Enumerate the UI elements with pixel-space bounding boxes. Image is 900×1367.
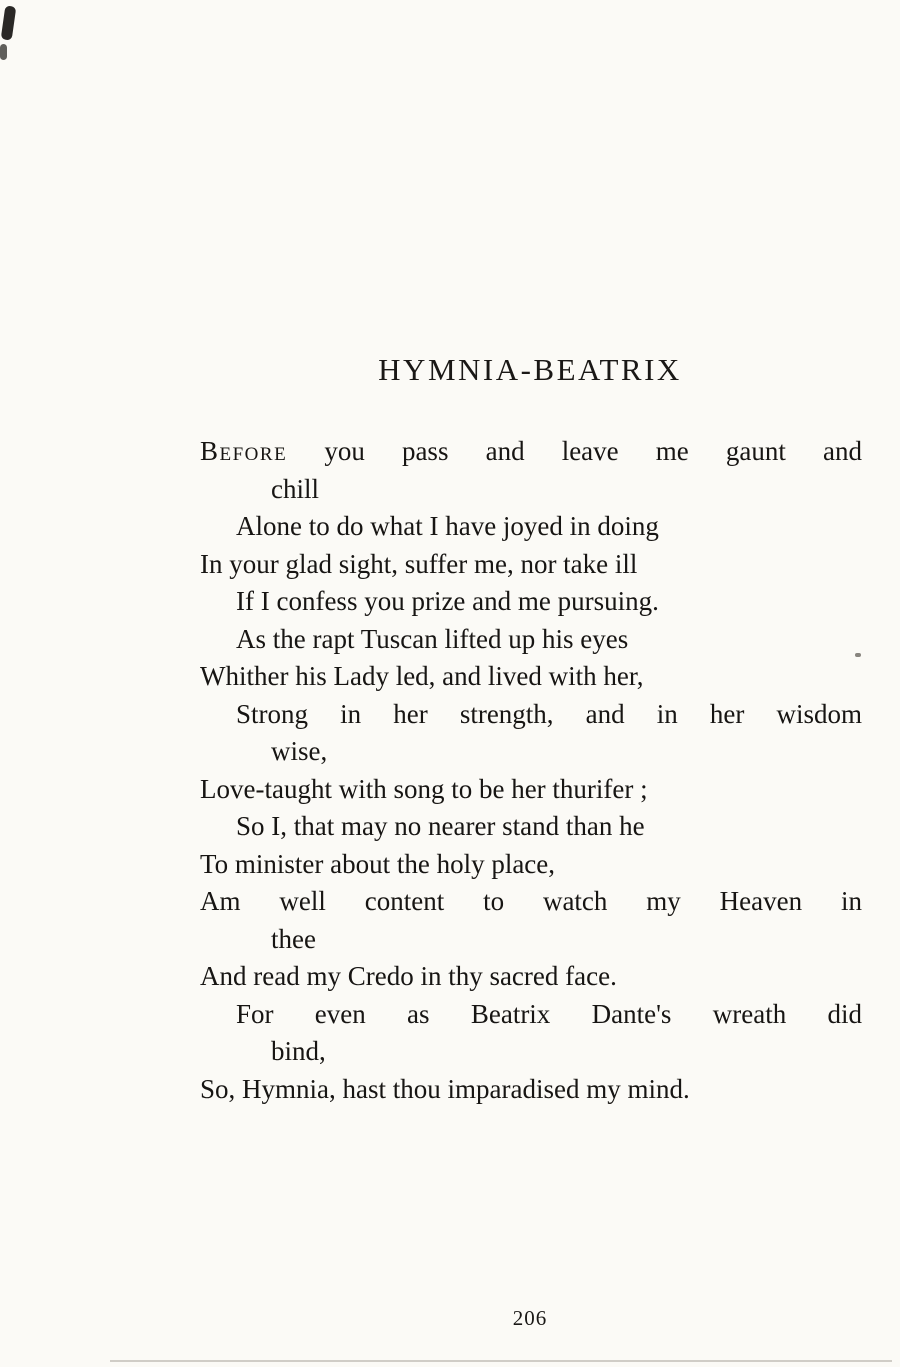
poem-line: So, Hymnia, hast thou imparadised my mind. <box>200 1073 690 1104</box>
poem-line: Alone to do what I have joyed in doing <box>236 511 659 541</box>
page-title: HYMNIA-BEATRIX <box>378 352 682 387</box>
poem-line: bind, <box>271 1036 326 1066</box>
poem-line: Before you pass and leave me gaunt and <box>200 436 862 466</box>
page-number: 206 <box>512 1306 548 1330</box>
poem-line: To minister about the holy place, <box>200 848 556 879</box>
poem-line: thee <box>271 923 316 954</box>
scan-artifact-topleft-small <box>0 44 7 60</box>
smallcaps-word: Before <box>200 436 288 466</box>
scan-artifact-margin-dot <box>855 653 861 657</box>
poem-line: Strong in her strength, and in her wisdom <box>236 698 862 729</box>
poem-line: For even as Beatrix Dante's wreath did <box>236 998 862 1029</box>
poem-line: Love-taught with song to be her thurifer ; <box>200 773 648 804</box>
poem-line: If I confess you prize and me pursuing. <box>236 586 659 616</box>
poem-line: And read my Credo in thy sacred face. <box>200 961 617 991</box>
poem-line: So I, that may no nearer stand than he <box>236 811 645 841</box>
poem-line: In your glad sight, suffer me, nor take ill <box>200 548 638 579</box>
poem-line: Am well content to watch my Heaven in <box>200 886 862 916</box>
poem-line: Whither his Lady led, and lived with her, <box>200 661 644 691</box>
poem-line: chill <box>271 473 319 504</box>
poem <box>200 433 862 1108</box>
poem-line: As the rapt Tuscan lifted up his eyes <box>236 623 629 654</box>
poem-line: wise, <box>271 736 328 766</box>
scan-artifact-bottom-edge <box>110 1360 892 1362</box>
scan-artifact-topleft <box>1 5 17 40</box>
